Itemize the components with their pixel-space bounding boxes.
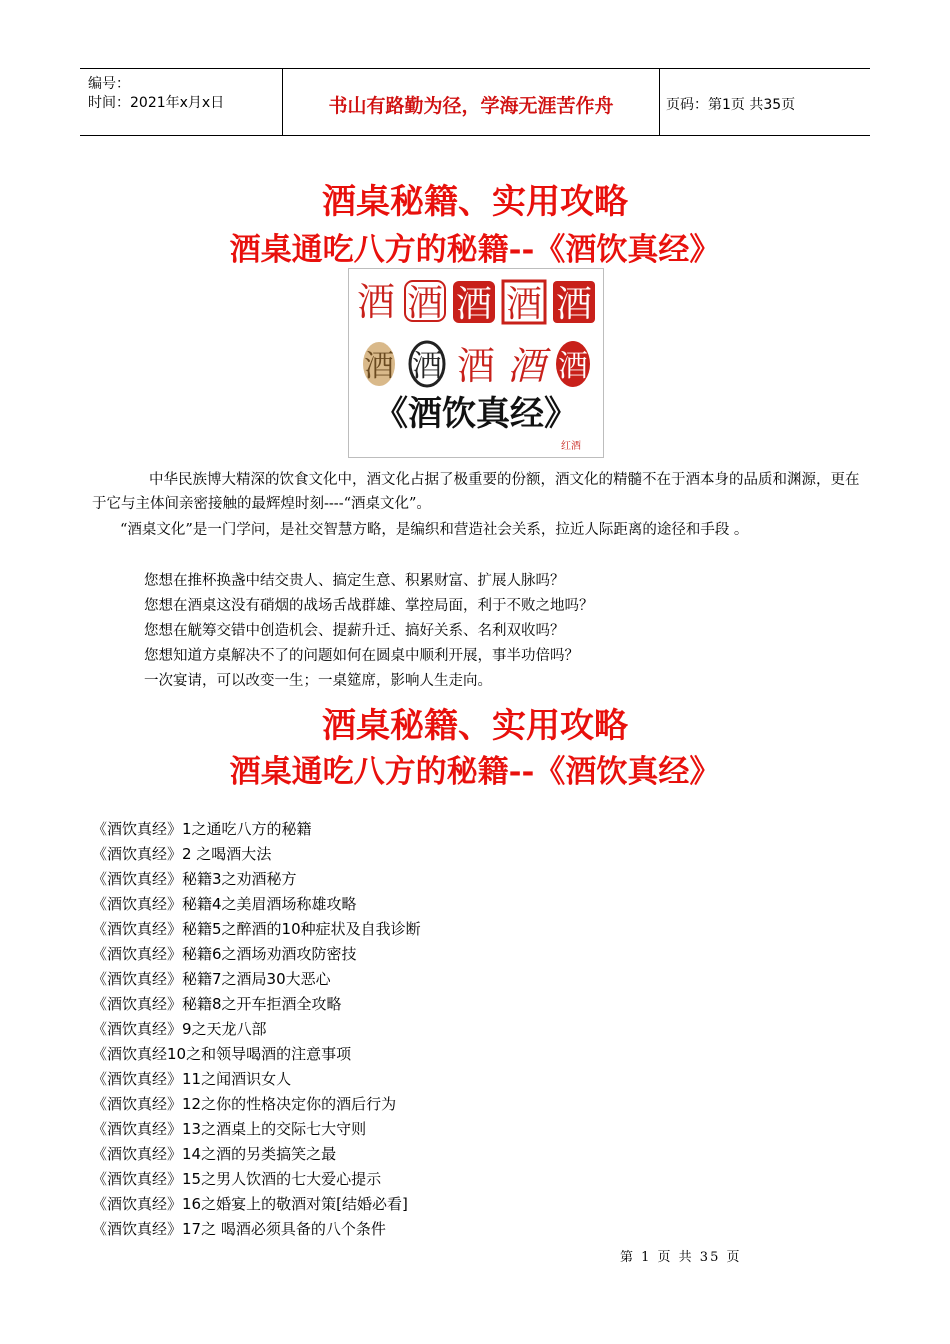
toc-item: 《酒饮真经》12之你的性格决定你的酒后行为 [92, 1095, 397, 1113]
toc-item: 《酒饮真经》11之闻酒识女人 [92, 1070, 292, 1088]
seal-glyph: 酒 [412, 349, 442, 384]
page-label: 页码：第1页 共35页 [666, 97, 796, 113]
seal-glyph: 酒 [558, 349, 588, 384]
toc-item: 《酒饮真经》秘籍3之劝酒秘方 [92, 870, 297, 888]
toc-item: 《酒饮真经》秘籍5之醉酒的10种症状及自我诊断 [92, 920, 421, 938]
page-footer: 第 1 页 共 35 页 [620, 1250, 742, 1265]
seal-glyph: 酒 [364, 349, 394, 384]
toc-item: 《酒饮真经10之和领导喝酒的注意事项 [92, 1045, 352, 1063]
toc-item: 《酒饮真经》16之婚宴上的敬酒对策[结婚必看] [92, 1195, 408, 1213]
sub-title-repeat: 酒桌通吃八方的秘籍--《酒饮真经》 [229, 754, 721, 790]
toc-item: 《酒饮真经》秘籍8之开车拒酒全攻略 [92, 995, 342, 1013]
intro-paragraph-2: “酒桌文化”是一门学问，是社交智慧方略，是编织和营造社会关系，拉近人际距离的途径和手段 。 [120, 522, 749, 538]
sub-title: 酒桌通吃八方的秘籍--《酒饮真经》 [229, 232, 721, 268]
seal-glyph: 酒 [357, 280, 396, 324]
seal-row-2 [363, 341, 590, 388]
toc-item: 《酒饮真经》14之酒的另类搞笑之最 [92, 1145, 337, 1163]
question-line: 一次宴请，可以改变一生；一桌筵席，影响人生走向。 [144, 673, 492, 689]
question-line: 您想在推杯换盏中结交贵人、搞定生意、积累财富、扩展人脉吗？ [144, 573, 565, 589]
main-title-repeat: 酒桌秘籍、实用攻略 [322, 706, 628, 746]
seal-glyph: 酒 [456, 284, 493, 325]
toc-item: 《酒饮真经》秘籍7之酒局30大恶心 [92, 970, 331, 988]
time-label: 时间：2021年x月x日 [88, 95, 225, 111]
motto: 书山有路勤为径，学海无涯苦作舟 [328, 95, 614, 117]
seal-caption: 《酒饮真经》 [374, 394, 578, 434]
toc-item: 《酒饮真经》9之天龙八部 [92, 1020, 267, 1038]
toc-item: 《酒饮真经》1之通吃八方的秘籍 [92, 820, 312, 838]
seal-row-1 [357, 280, 595, 325]
toc-item: 《酒饮真经》17之 喝酒必须具备的八个条件 [92, 1220, 386, 1238]
toc-item: 《酒饮真经》秘籍4之美眉酒场称雄攻略 [92, 895, 357, 913]
seal-glyph: 酒 [506, 284, 543, 325]
question-line: 您想知道方桌解决不了的问题如何在圆桌中顺利开展，事半功倍吗？ [144, 648, 579, 664]
seal-glyph: 酒 [507, 344, 546, 388]
main-title: 酒桌秘籍、实用攻略 [322, 182, 628, 222]
seal-illustration [349, 269, 603, 457]
seal-glyph: 酒 [556, 284, 593, 325]
seal-small-mark: 红酒 [561, 441, 581, 452]
header-motto-cell [283, 69, 660, 135]
toc-item: 《酒饮真经》秘籍6之酒场劝酒攻防密技 [92, 945, 357, 963]
toc-item: 《酒饮真经》2 之喝酒大法 [92, 845, 272, 863]
toc-item: 《酒饮真经》15之男人饮酒的七大爱心提示 [92, 1170, 382, 1188]
seal-glyph: 酒 [457, 344, 496, 388]
header-page-cell [660, 69, 870, 135]
question-line: 您想在觥筹交错中创造机会、提薪升迁、搞好关系、名利双收吗？ [144, 623, 565, 639]
seal-image [348, 268, 604, 458]
question-line: 您想在酒桌这没有硝烟的战场舌战群雄、掌控局面，利于不败之地吗？ [144, 598, 594, 614]
header-info-cell [80, 69, 283, 135]
intro-paragraph-1: 中华民族博大精深的饮食文化中，酒文化占据了极重要的份额，酒文化的精髓不在于酒本身的品质和渊源，更在于它与主体间亲密接触的最辉煌时刻----“酒桌文化”。 [92, 472, 860, 512]
seal-glyph: 酒 [407, 283, 444, 324]
number-label: 编号： [88, 76, 130, 92]
page-header [80, 68, 870, 136]
toc-item: 《酒饮真经》13之酒桌上的交际七大守则 [92, 1120, 367, 1138]
